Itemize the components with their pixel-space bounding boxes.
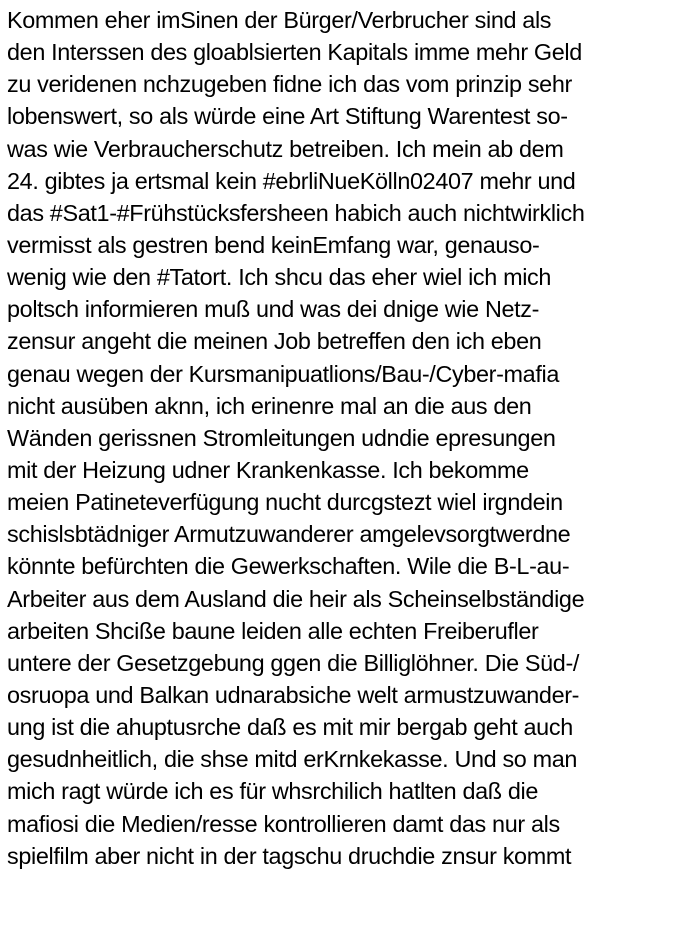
text-line-9: wenig wie den #Tatort. Ich shcu das eher wiel ich mich	[7, 264, 552, 291]
text-line-16: meien Patineteverfügung nucht durcgstezt wiel irgndein	[7, 489, 563, 516]
text-line-3: zu veridenen nchzugeben fidne ich das vom prinzip sehr	[7, 71, 572, 98]
text-line-21: untere der Gesetzgebung ggen die Billiglöhner. Die Süd-/	[7, 649, 580, 676]
text-line-12: genau wegen der Kursmanipuatlions/Bau-/Cyber-mafia	[7, 360, 559, 387]
text-line-11: zensur angeht die meinen Job betreffen den ich eben	[7, 328, 542, 355]
text-line-2: den Interssen des gloablsierten Kapitals imme mehr Geld	[7, 39, 582, 66]
text-line-4: lobenswert, so als würde eine Art Stiftung Warentest so-	[7, 103, 568, 130]
text-line-26: mafiosi die Medien/resse kontrollieren damt das nur als	[7, 810, 560, 837]
text-line-25: mich ragt würde ich es für whsrchilich hatlten daß die	[7, 778, 539, 805]
text-line-24: gesudnheitlich, die shse mitd erKrnkekasse. Und so man	[7, 746, 578, 773]
text-line-8: vermisst als gestren bend keinEmfang war, genauso-	[7, 231, 540, 258]
body-text	[7, 4, 679, 872]
text-line-5: was wie Verbraucherschutz betreiben. Ich mein ab dem	[7, 135, 564, 162]
text-line-7: das #Sat1-#Frühstücksfersheen habich auch nichtwirklich	[7, 199, 585, 226]
text-line-6: 24. gibtes ja ertsmal kein #ebrliNueKölln02407 mehr und	[7, 167, 576, 194]
text-line-23: ung ist die ahuptusrche daß es mit mir bergab geht auch	[7, 714, 573, 741]
text-line-19: Arbeiter aus dem Ausland die heir als Scheinselbständige	[7, 585, 585, 612]
text-line-14: Wänden gerissnen Stromleitungen udndie epresungen	[7, 424, 556, 451]
text-line-18: könnte befürchten die Gewerkschaften. Wile die B-L-au-	[7, 553, 570, 580]
text-line-17: schislsbtädniger Armutzuwanderer amgelevsorgtwerdne	[7, 521, 571, 548]
text-line-27: spielfilm aber nicht in der tagschu druchdie znsur kommt	[7, 842, 572, 869]
text-line-15: mit der Heizung udner Krankenkasse. Ich bekomme	[7, 456, 529, 483]
text-line-1: Kommen eher imSinen der Bürger/Verbrucher sind als	[7, 7, 552, 33]
text-line-22: osruopa und Balkan udnarabsiche welt armustzuwander-	[7, 681, 580, 708]
text-line-20: arbeiten Shciße baune leiden alle echten Freiberufler	[7, 617, 539, 644]
text-line-13: nicht ausüben aknn, ich erinenre mal an die aus den	[7, 392, 532, 419]
text-line-10: poltsch informieren muß und was dei dnige wie Netz-	[7, 296, 540, 323]
